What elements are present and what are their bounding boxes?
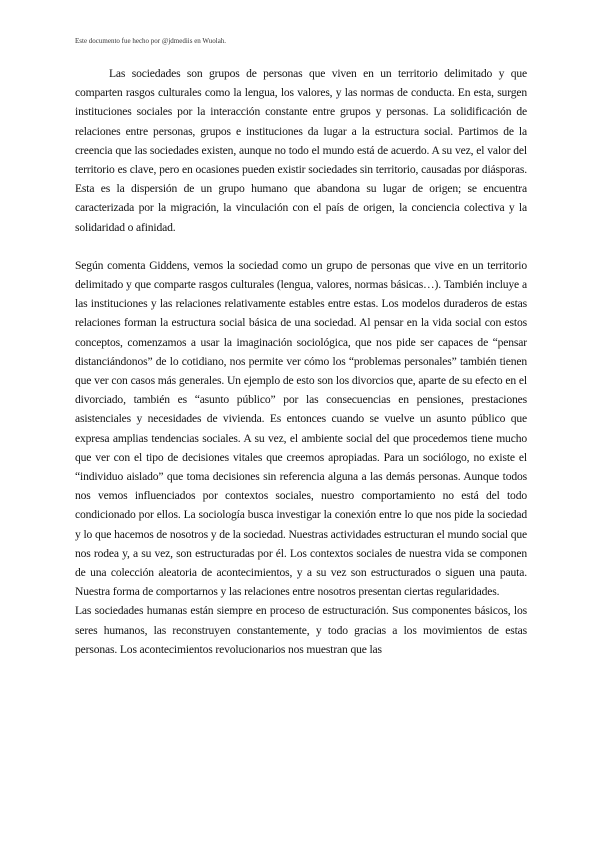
paragraph-spacer	[75, 237, 527, 256]
paragraph-structuration: Las sociedades humanas están siempre en proceso de estructuración. Sus componentes básicos, los seres humanos, las reconstruyen constantemente, y todo gracias a los movimientos de estas personas. Los acontecimientos revolucionarios nos muestran que las	[75, 604, 527, 656]
document-body	[75, 64, 527, 659]
paragraph-giddens: Según comenta Giddens, vemos la sociedad como un grupo de personas que vive en un territorio delimitado y que comparte rasgos culturales (lengua, valores, normas básicas…). También incluye a las instituciones y las relaciones relativamente estables entre estas. Los modelos duraderos de estas relaciones forman la estructura social básica de una sociedad. Al pensar en la vida social con estos conceptos, comenzamos a usar la imaginación sociológica, que nos pide ser capaces de “pensar distanciándonos” de lo cotidiano, nos permite ver cómo los “problemas personales” también tienen que ver con casos más generales. Un ejemplo de esto son los divorcios que, aparte de su efecto en el divorciado, también es “asunto público” por las consecuencias en pensiones, prestaciones asistenciales y necesidades de vivienda. Es entonces cuando se vuelve un asunto público que expresa amplias tendencias sociales. A su vez, el ambiente social del que procedemos tiene mucho que ver con el tipo de decisiones vitales que creemos apropiadas. Para un sociólogo, no existe el “individuo aislado” que toma decisiones sin referencia alguna a las demás personas. Aunque todos nos vemos influenciados por contextos sociales, nuestro comportamiento no está del todo condicionado por ellos. La sociología busca investigar la conexión entre lo que nos pide la sociedad y lo que hacemos de nosotros y de la sociedad. Nuestras actividades estructuran el mundo social que nos rodea y, a su vez, son estructuradas por él. Los contextos sociales de nuestra vida se componen de una colección aleatoria de acontecimientos, y a su vez son estructurados o siguen una pauta. Nuestra forma de comportarnos y las relaciones entre nosotros presentan ciertas regularidades.	[75, 258, 527, 599]
document-header-note: Este documento fue hecho por @jdmediis en Wuolah.	[75, 37, 227, 45]
paragraph-societies-definition: Las sociedades son grupos de personas que viven en un territorio delimitado y que comparten rasgos culturales como la lengua, los valores, y las normas de conducta. En esta, surgen instituciones sociales por la interacción constante entre grupos y personas. La solidificación de relaciones entre personas, grupos e instituciones da lugar a la estructura social. Partimos de la creencia que las sociedades existen, aunque no todo el mundo está de acuerdo. A su vez, el valor del territorio es clave, pero en ocasiones pueden existir sociedades sin territorio, causadas por diásporas. Esta es la dispersión de un grupo humano que abandona su lugar de origen; se encuentra caracterizada por la migración, la vinculación con el país de origen, la conciencia colectiva y la solidaridad o afinidad.	[75, 67, 527, 234]
